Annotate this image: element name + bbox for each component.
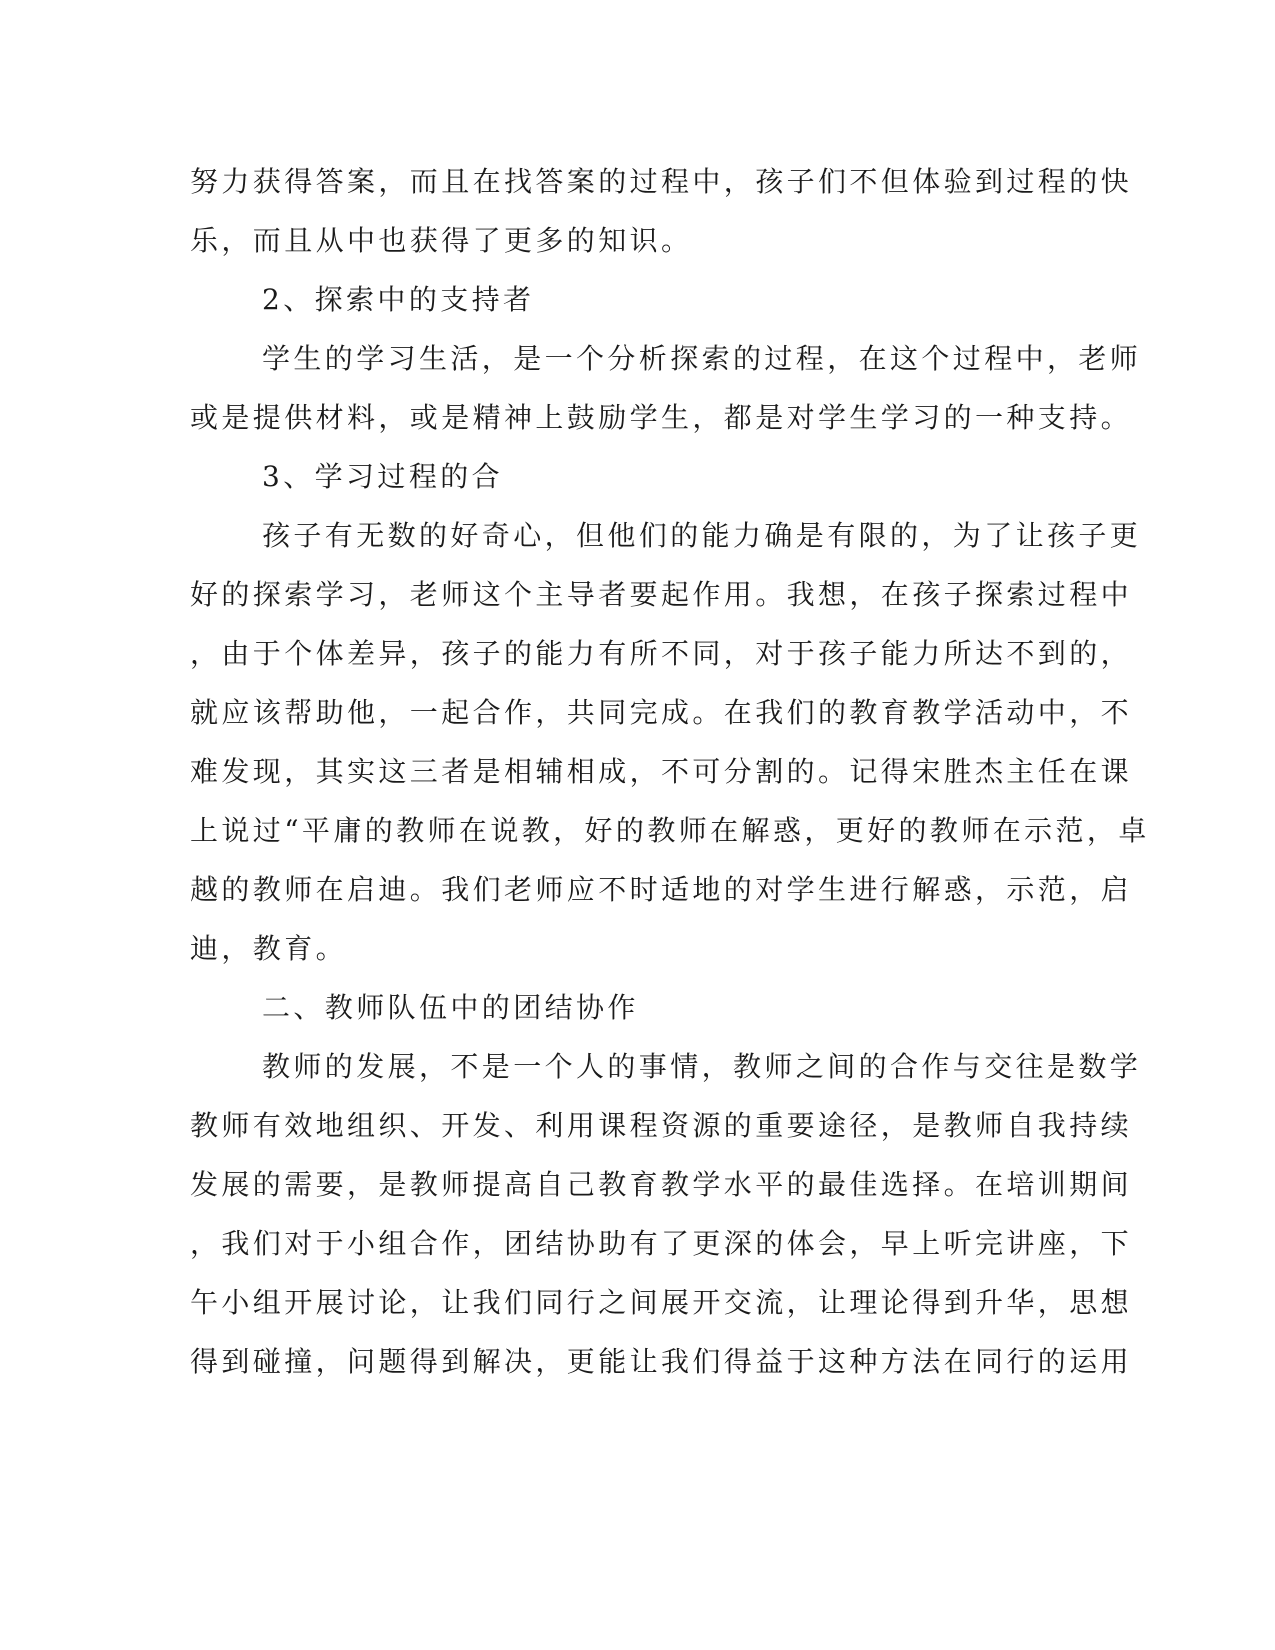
- section-heading: 二、教师队伍中的团结协作: [262, 991, 639, 1024]
- paragraph-line: 孩子有无数的好奇心，但他们的能力确是有限的，为了让孩子更: [262, 519, 1142, 552]
- paragraph-line: 越的教师在启迪。我们老师应不时适地的对学生进行解惑，示范，启: [190, 873, 1133, 906]
- paragraph-line: ，由于个体差异，孩子的能力有所不同，对于孩子能力所达不到的，: [190, 637, 1133, 670]
- paragraph-line: 发展的需要，是教师提高自己教育教学水平的最佳选择。在培训期间: [190, 1168, 1133, 1201]
- paragraph-line: 上说过“平庸的教师在说教，好的教师在解惑，更好的教师在示范，卓: [190, 814, 1150, 847]
- section-heading: 3、学习过程的合: [262, 460, 504, 493]
- paragraph-line: 难发现，其实这三者是相辅相成，不可分割的。记得宋胜杰主任在课: [190, 755, 1133, 788]
- paragraph-line: 迪，教育。: [190, 932, 348, 965]
- paragraph-line: 教师的发展，不是一个人的事情，教师之间的合作与交往是数学: [262, 1050, 1142, 1083]
- paragraph-line: 好的探索学习，老师这个主导者要起作用。我想，在孩子探索过程中: [190, 578, 1133, 611]
- paragraph-line: 午小组开展讨论，让我们同行之间展开交流，让理论得到升华，思想: [190, 1286, 1133, 1319]
- paragraph-line: 乐，而且从中也获得了更多的知识。: [190, 224, 693, 257]
- paragraph-line: 或是提供材料，或是精神上鼓励学生，都是对学生学习的一种支持。: [190, 401, 1133, 434]
- section-heading: 2、探索中的支持者: [262, 283, 535, 316]
- paragraph-line: 得到碰撞，问题得到解决，更能让我们得益于这种方法在同行的运用: [190, 1345, 1133, 1378]
- paragraph-line: 学生的学习生活，是一个分析探索的过程，在这个过程中，老师: [262, 342, 1142, 375]
- paragraph-line: 努力获得答案，而且在找答案的过程中，孩子们不但体验到过程的快: [190, 165, 1133, 198]
- paragraph-line: 教师有效地组织、开发、利用课程资源的重要途径，是教师自我持续: [190, 1109, 1133, 1142]
- paragraph-line: 就应该帮助他，一起合作，共同完成。在我们的教育教学活动中，不: [190, 696, 1133, 729]
- paragraph-line: ，我们对于小组合作，团结协助有了更深的体会，早上听完讲座，下: [190, 1227, 1133, 1260]
